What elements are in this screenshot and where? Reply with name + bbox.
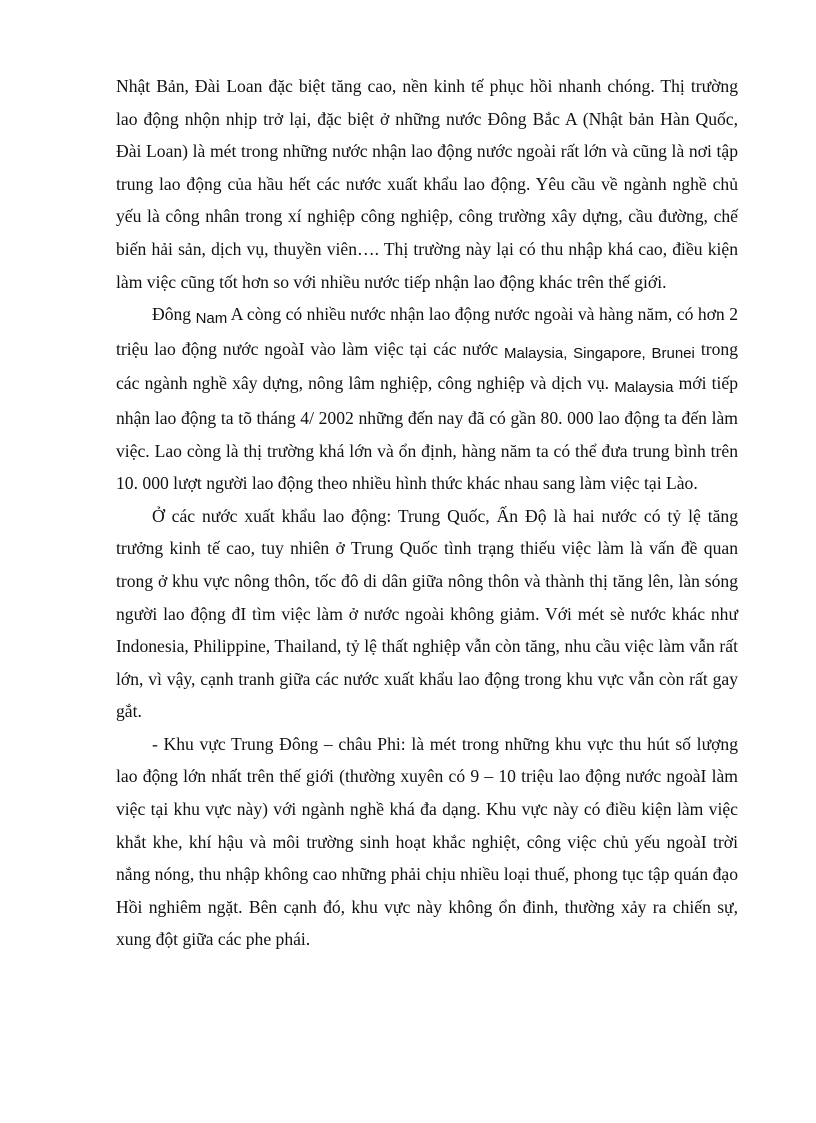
paragraph-southeast-asia xyxy=(116,298,738,500)
paragraph-labor-exporters: Ở các nước xuất khẩu lao động: Trung Quốc, Ấn Độ là hai nước có tỷ lệ tăng trưởng kinh tế cao, tuy nhiên ở Trung Quốc tình trạng thiếu việc làm là vấn đề quan trong ở khu vực nông thôn, tốc đô di dân giữa nông thôn và thành thị tăng lên, làn sóng người lao động đI tìm việc làm ở nước ngoài không giảm. Với mét sè nước khác như Indonesia, Philippine, Thailand, tỷ lệ thất nghiệp vẫn còn tăng, nhu cầu việc làm vẫn rất lớn, vì vậy, cạnh tranh giữa các nước xuất khẩu lao động trong khu vực vẫn còn rất gay gắt. xyxy=(116,505,738,722)
text-run: A còng có nhiều nước nhận lao động nước ngoài và hàng năm, có hơn 2 triệu lao động nước ngoàI vào làm việc tại các nước xyxy=(116,304,738,359)
paragraph-japan-taiwan: Nhật Bản, Đài Loan đặc biệt tăng cao, nền kinh tế phục hồi nhanh chóng. Thị trường lao động nhộn nhịp trở lại, đặc biệt ở những nước Đông Bắc A (Nhật bản Hàn Quốc, Đài Loan) là mét trong những nước nhận lao động nước ngoài rất lớn và cũng là nơi tập trung lao động của hầu hết các nước xuất khẩu lao động. Yêu cầu về ngành nghề chủ yếu là công nhân trong xí nghiệp công nghiệp, công trường xây dựng, cầu đường, chế biến hải sản, dịch vụ, thuyền viên…. Thị trường này lại có thu nhập khá cao, điều kiện làm việc cũng tốt hơn so với nhiều nước tiếp nhận lao động khác trên thế giới. xyxy=(116,76,738,292)
separator: , xyxy=(641,344,652,362)
text-run: trong các ngành nghề xây dựng, nông lâm nghiệp, công nghiệp và dịch vụ. xyxy=(116,338,739,394)
country-singapore: Singapore xyxy=(573,344,642,362)
country-malaysia: Malaysia xyxy=(614,379,674,397)
text-run: mới tiếp nhận lao động ta tõ tháng 4/ 2002 những đến nay đã có gần 80. 000 lao động ta đến làm việc. Lao còng là thị trường khá lớn và ổn định, hàng năm ta có thể đưa trung bình trên 10. 000 lượt người lao động theo nhiều hình thức khác nhau sang làm việc tại Lào. xyxy=(116,373,738,494)
country-brunei: Brunei xyxy=(651,344,695,362)
text-run-nam: Nam xyxy=(195,310,228,328)
text-run: Đông xyxy=(152,304,196,325)
separator: , xyxy=(563,344,574,362)
paragraph-middle-east-africa: - Khu vực Trung Đông – châu Phi: là mét trong những khu vực thu hút số lượng lao động lớn nhất trên thế giới (thường xuyên có 9 – 10 triệu lao động nước ngoàI làm việc tại khu vực này) với ngành nghề khá đa dạng. Khu vực này có điều kiện làm việc khắt khe, khí hậu và môi trường sinh hoạt khắc nghiệt, công việc chủ yếu ngoàI trời nắng nóng, thu nhập không cao những phải chịu nhiều loại thuế, phong tục tập quán đạo Hồi nghiêm ngặt. Bên cạnh đó, khu vực này không ổn đinh, thường xảy ra chiến sự, xung đột giữa các phe phái. xyxy=(116,733,738,950)
country-malaysia: Malaysia xyxy=(504,344,564,362)
document-body xyxy=(116,70,738,956)
